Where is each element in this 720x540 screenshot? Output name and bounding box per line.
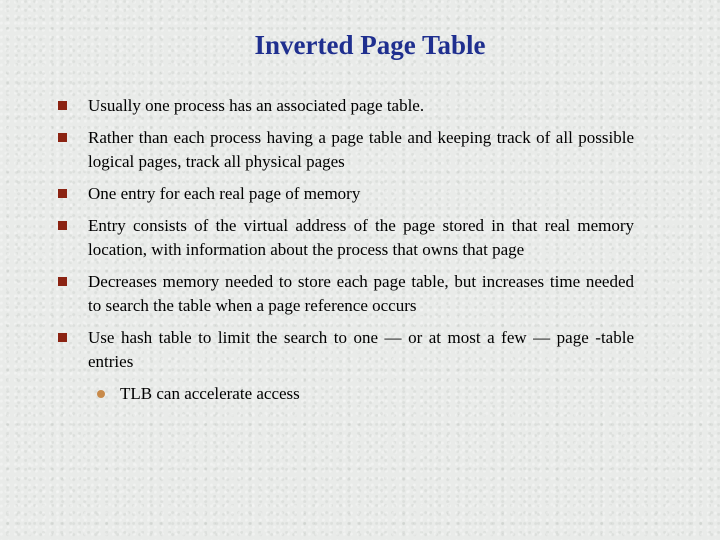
square-bullet-icon bbox=[58, 189, 67, 198]
slide-title: Inverted Page Table bbox=[254, 30, 486, 60]
bullet-text: Rather than each process having a page table and keeping track of all possible logical pages, track all physical pages bbox=[88, 128, 634, 171]
square-bullet-icon bbox=[58, 133, 67, 142]
square-bullet-icon bbox=[58, 221, 67, 230]
sub-bullet-text: TLB can accelerate access bbox=[120, 384, 300, 403]
bullet-text: Use hash table to limit the search to one — or at most a few — page -table entries bbox=[88, 328, 634, 371]
bullet-text: Decreases memory needed to store each page table, but increases time needed to search the table when a page reference occurs bbox=[88, 272, 634, 315]
bullet-item bbox=[58, 94, 634, 118]
sub-bullet-list bbox=[88, 382, 634, 406]
bullet-item bbox=[58, 182, 634, 206]
bullet-item bbox=[58, 326, 634, 406]
round-bullet-icon bbox=[97, 390, 105, 398]
bullet-text: One entry for each real page of memory bbox=[88, 184, 361, 203]
bullet-text: Usually one process has an associated page table. bbox=[88, 96, 425, 115]
bullet-list bbox=[58, 94, 634, 414]
square-bullet-icon bbox=[58, 277, 67, 286]
bullet-text: Entry consists of the virtual address of the page stored in that real memory location, with information about the process that owns that page bbox=[88, 216, 634, 259]
square-bullet-icon bbox=[58, 333, 67, 342]
bullet-item bbox=[58, 270, 634, 318]
square-bullet-icon bbox=[58, 101, 67, 110]
bullet-item bbox=[58, 214, 634, 262]
sub-bullet-item bbox=[88, 382, 634, 406]
bullet-item bbox=[58, 126, 634, 174]
